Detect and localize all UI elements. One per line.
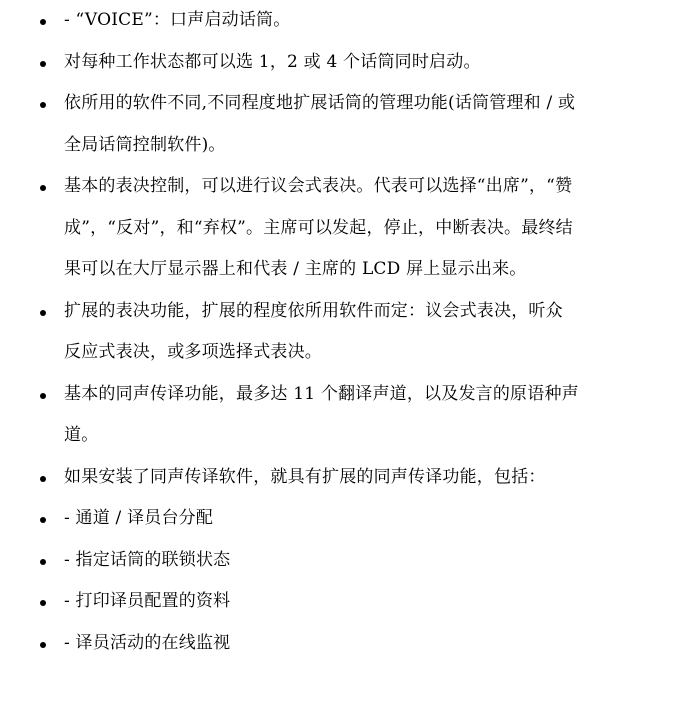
bullet-icon: [39, 291, 49, 333]
bullet-icon: [39, 0, 49, 42]
list-item: [0, 457, 675, 499]
bullet-icon: [39, 457, 49, 499]
list-item: [0, 0, 675, 42]
list-item-text: - “VOICE”：口声启动话筒。: [64, 10, 291, 30]
list-item: [0, 498, 675, 540]
list-item: [0, 83, 675, 166]
bullet-icon: [39, 498, 49, 540]
list-item: [0, 623, 675, 665]
list-item-text: - 译员活动的在线监视: [64, 632, 231, 653]
list-item-text: 基本的表决控制，可以进行议会式表决。代表可以选择“出席”，“赞成”，“反对”，和“弃权”。主席可以发起，停止，中断表决。最终结果可以在大厅显示器上和代表 / 主席的 LCD 屏上显示出来。: [64, 176, 573, 279]
bullet-icon: [39, 540, 49, 582]
bullet-icon: [39, 581, 49, 623]
bullet-icon: [39, 166, 49, 208]
bullet-icon: [39, 42, 49, 84]
list-item-text: 依所用的软件不同,不同程度地扩展话筒的管理功能(话筒管理和 / 或全局话筒控制软件)。: [64, 93, 576, 155]
bullet-icon: [39, 374, 49, 416]
list-item: [0, 581, 675, 623]
bullet-icon: [39, 623, 49, 665]
list-item: [0, 42, 675, 84]
list-item-text: - 通道 / 译员台分配: [64, 508, 214, 528]
list-item-text: 基本的同声传译功能，最多达 11 个翻译声道，以及发言的原语种声道。: [64, 383, 579, 445]
list-item-text: - 打印译员配置的资料: [64, 591, 231, 611]
list-item-text: 如果安装了同声传译软件，就具有扩展的同声传译功能，包括：: [64, 466, 546, 487]
list-item: [0, 540, 675, 582]
bullet-icon: [39, 83, 49, 125]
list-item-text: 对每种工作状态都可以选 1，2 或 4 个话筒同时启动。: [64, 51, 481, 72]
list-item: [0, 291, 675, 374]
list-item-text: - 指定话筒的联锁状态: [64, 549, 231, 570]
list-item: [0, 166, 675, 291]
list-item-text: 扩展的表决功能，扩展的程度依所用软件而定：议会式表决，听众反应式表决，或多项选择式表决。: [64, 300, 563, 362]
list-item: [0, 374, 675, 457]
